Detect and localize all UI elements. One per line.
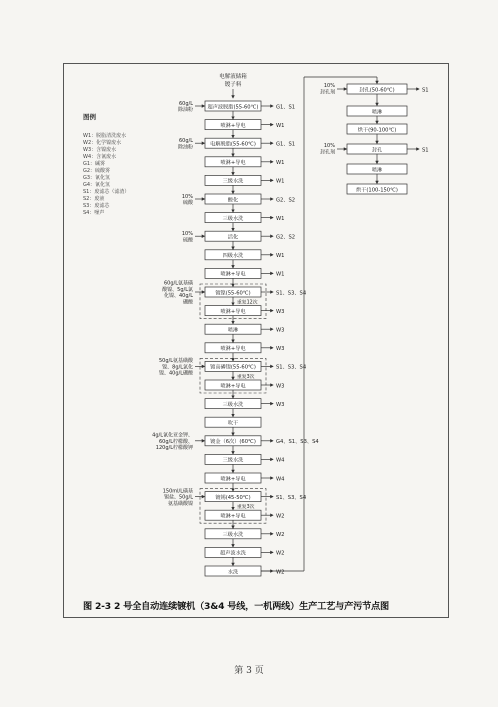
process-label: 镀高磷镍(55-60℃) xyxy=(210,364,256,371)
reagent-label: 封孔剂 xyxy=(319,149,335,156)
process-step xyxy=(205,157,284,175)
legend-item: W3：含镍废水 xyxy=(83,147,117,153)
process-step xyxy=(205,529,284,547)
process-step xyxy=(205,324,284,342)
pollutant-label: W3 xyxy=(276,327,285,334)
legend-title: 图例 xyxy=(83,113,96,121)
reagent-label: 酸镍、5g/L氯 xyxy=(162,286,193,293)
process-label: 电解脱脂(55-60℃) xyxy=(210,141,256,148)
legend-item: S4：噪声 xyxy=(83,210,105,216)
process-label: 超声波脱脂(55-60℃) xyxy=(207,104,259,111)
process-step xyxy=(205,250,284,268)
pollutant-label: W2 xyxy=(276,513,285,520)
legend-item: W4：含氰废水 xyxy=(83,154,117,160)
legend-item: W2：化学镍废水 xyxy=(83,140,122,146)
repeat-label: 重复3次 xyxy=(237,505,255,511)
reagent-label: 镍、8g/L氯化 xyxy=(162,364,193,371)
process-label: 喷淋+导电 xyxy=(220,271,246,278)
pollutant-label: G2、S2 xyxy=(276,197,296,204)
pollutant-label: W2 xyxy=(276,550,285,557)
page-number: 第 3 页 xyxy=(234,666,264,676)
process-label: 烘干(100-150℃) xyxy=(356,187,398,194)
pollutant-label: W1 xyxy=(276,253,285,260)
process-step xyxy=(152,432,319,454)
process-label: 喷淋+导电 xyxy=(220,308,246,315)
process-label: 封孔(50-60℃) xyxy=(359,87,395,94)
process-step xyxy=(182,231,295,249)
reagent-label: 60g/L xyxy=(178,100,193,107)
reagent-label: 锡盐、50g/L xyxy=(163,494,193,501)
repeat-label: 重复12次 xyxy=(237,300,258,306)
legend-item: W1：脱脂清洗废水 xyxy=(83,133,127,139)
process-step xyxy=(205,399,284,417)
process-step xyxy=(205,380,284,398)
legend-item: S3：废滤芯 xyxy=(83,203,110,209)
pollutant-label: G1、S1 xyxy=(276,104,296,111)
process-label: 喷淋+导电 xyxy=(220,383,246,390)
reagent-label: 50g/L氨基磺酸 xyxy=(158,358,193,365)
process-label: 水洗 xyxy=(227,569,239,576)
process-step xyxy=(205,454,285,472)
reagent-label: 10% xyxy=(323,83,335,89)
reagent-label: 硫酸 xyxy=(182,200,193,207)
process-label: 喷淋+导电 xyxy=(220,122,246,129)
process-label: 镀金（6次）(60℃) xyxy=(210,439,256,446)
top-label-line2: 镀子料 xyxy=(224,82,242,88)
process-label: 三级水洗 xyxy=(222,532,244,539)
process-step xyxy=(205,120,284,138)
process-step xyxy=(347,106,407,124)
reagent-label: 120g/L柠檬酸钾 xyxy=(155,445,193,452)
reagent-label: 60g/L xyxy=(178,138,193,145)
figure-caption: 图 2-3 2 号全自动连续镀机（3&4 号线，一机两线）生产工艺与产污节点图 xyxy=(83,601,390,612)
process-label: 喷淋+导电 xyxy=(220,513,246,520)
pollutant-label: W3 xyxy=(276,401,285,408)
legend-item: S1：废滤芯（滤渣） xyxy=(83,189,130,195)
reagent-label: 镍、40g/L硼酸 xyxy=(158,370,193,377)
pollutant-label: S1、S3、S4 xyxy=(276,364,307,371)
pollutant-label: W1 xyxy=(276,271,285,278)
pollutant-label: S1、S3、S4 xyxy=(276,494,307,501)
process-label: 喷淋 xyxy=(227,327,239,334)
reagent-label: 氨基磺酸镍 xyxy=(167,500,193,507)
repeat-label: 重复3次 xyxy=(237,374,255,380)
reagent-label: 60g/L氨基磺 xyxy=(163,280,193,287)
process-label: 喷淋 xyxy=(371,167,383,174)
process-step xyxy=(205,306,284,324)
pollutant-label: W3 xyxy=(276,346,285,353)
process-label: 活化 xyxy=(227,234,239,241)
reagent-label: 60g/L柠檬酸、 xyxy=(158,438,193,445)
process-label: 烘干(90-100℃) xyxy=(357,127,397,134)
reagent-label: 10% xyxy=(181,231,193,238)
reagent-label: 封孔剂 xyxy=(319,89,335,96)
process-label: 超声波水洗 xyxy=(220,550,246,557)
reagent-label: 150ml/L磺基 xyxy=(162,488,193,495)
process-step xyxy=(205,510,284,528)
process-label: 三级水洗 xyxy=(222,215,244,222)
process-step xyxy=(205,213,284,231)
legend-item: G1：碱雾 xyxy=(83,161,106,167)
process-step xyxy=(178,101,295,119)
pollutant-label: S1、S3、S4 xyxy=(276,290,307,297)
process-label: 三级水洗 xyxy=(222,401,244,408)
pollutant-label: G1、S1 xyxy=(276,141,296,148)
process-step xyxy=(182,194,295,212)
process-step xyxy=(320,143,429,164)
pollutant-label: S1 xyxy=(422,147,429,154)
pollutant-label: S1 xyxy=(422,87,429,94)
process-label: 镀锡(45-50℃) xyxy=(215,494,251,501)
reagent-label: 硼酸 xyxy=(182,299,193,306)
pollutant-label: W1 xyxy=(276,122,285,129)
legend-item: S2：废液 xyxy=(83,196,105,202)
process-step xyxy=(205,175,284,193)
process-label: 三级水洗 xyxy=(222,457,244,464)
reagent-label: 硫酸 xyxy=(182,237,193,244)
reagent-label: 10% xyxy=(323,143,335,149)
pollutant-label: W3 xyxy=(276,383,285,390)
pollutant-label: W4 xyxy=(276,476,285,483)
process-label: 喷淋+导电 xyxy=(220,346,246,353)
pollutant-label: W3 xyxy=(276,308,285,315)
process-label: 喷淋+导电 xyxy=(220,476,246,483)
legend-item: G2：硫酸雾 xyxy=(83,168,111,174)
pollutant-label: W2 xyxy=(276,569,285,576)
process-step xyxy=(178,138,295,156)
process-step xyxy=(347,164,407,184)
legend-item: G4：氰化氢 xyxy=(83,182,111,188)
process-label: 喷淋+导电 xyxy=(220,160,246,167)
top-label-line1: 电解液储箱 xyxy=(219,74,247,80)
pollutant-label: W1 xyxy=(276,178,285,185)
pollutant-label: W1 xyxy=(276,160,285,167)
process-label: 酸化 xyxy=(227,197,239,204)
process-label: 镀镍(55-60℃) xyxy=(215,290,251,297)
pollutant-label: G2、S2 xyxy=(276,234,296,241)
reagent-label: 4g/L氰化亚金钾、 xyxy=(152,432,193,439)
process-label: 吹干 xyxy=(227,420,239,427)
process-step xyxy=(205,547,284,565)
process-step xyxy=(347,184,407,194)
reagent-label: 10% xyxy=(181,193,193,200)
pollutant-label: W4 xyxy=(276,457,285,464)
process-step xyxy=(205,417,261,435)
pollutant-label: G4、S1、S3、S4 xyxy=(276,439,319,446)
legend-item: G3：氰化氢 xyxy=(83,175,111,181)
reagent-label: 化镍、40g/L xyxy=(163,293,193,300)
process-label: 喷淋 xyxy=(371,109,383,116)
pollutant-label: W1 xyxy=(276,215,285,222)
process-step xyxy=(320,83,429,106)
process-label: 四级水洗 xyxy=(222,253,244,260)
reagent-label: 除油粉 xyxy=(177,107,193,114)
process-label: 封孔 xyxy=(371,147,383,154)
process-step xyxy=(347,124,407,144)
process-label: 三级水洗 xyxy=(222,178,244,185)
reagent-label: 除油粉 xyxy=(177,144,193,151)
pollutant-label: W2 xyxy=(276,532,285,539)
